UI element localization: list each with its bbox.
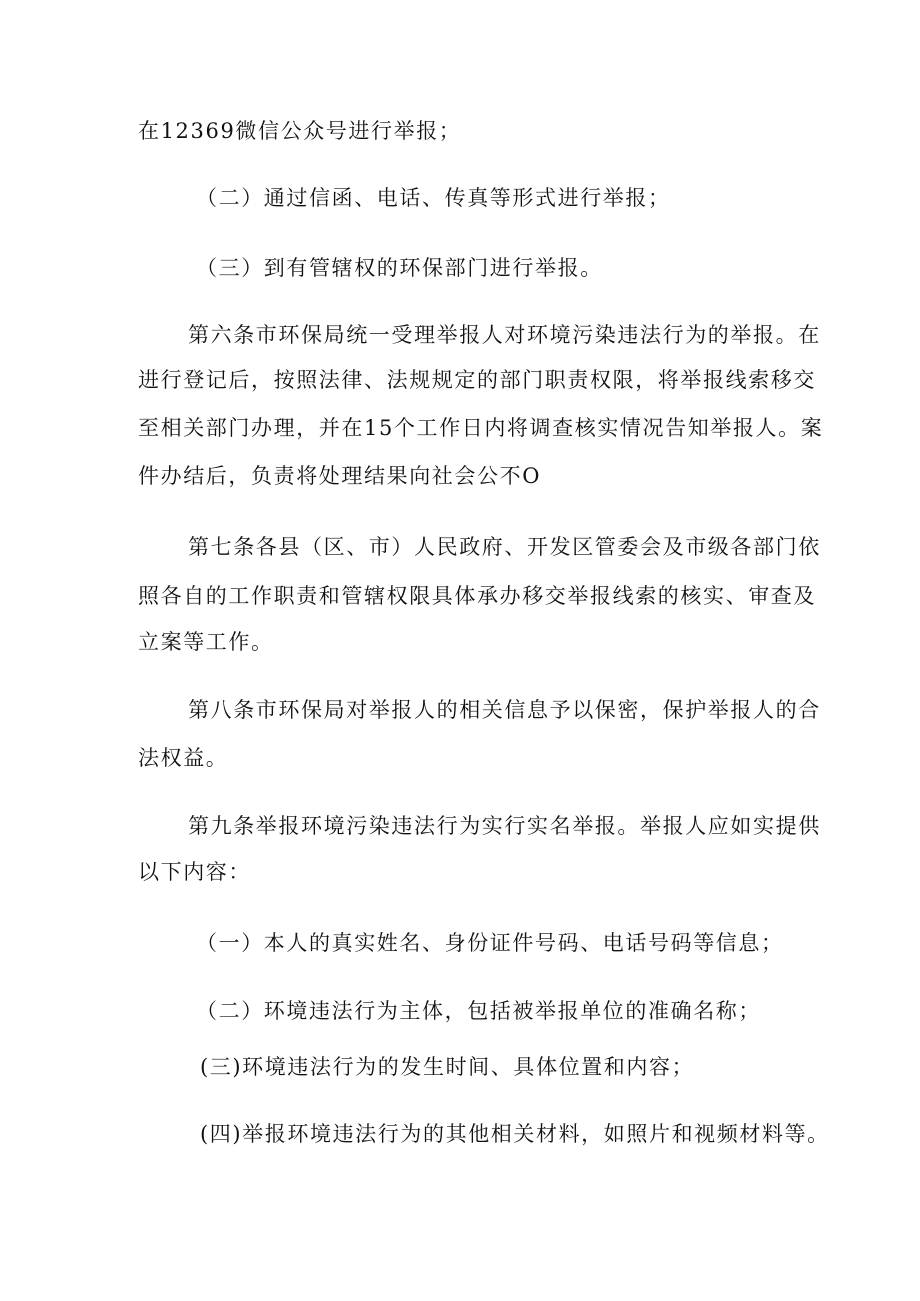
text-line: 第七条各县（区、市）人民政府、开发区管委会及市级各部门依 [188, 535, 821, 559]
text-line: （二）环境违法行为主体，包括被举报单位的准确名称； [196, 999, 761, 1023]
text-line: （二）通过信函、电话、传真等形式进行举报； [196, 186, 671, 210]
text-line: (三)环境违法行为的发生时间、具体位置和内容； [200, 1055, 695, 1079]
text-line: 在12369微信公众号进行举报； [138, 119, 462, 143]
text-line: 法权益。 [138, 746, 229, 770]
text-line: （三）到有管辖权的环保部门进行举报。 [196, 256, 603, 280]
text-line: 第八条市环保局对举报人的相关信息予以保密，保护举报人的合 [188, 698, 821, 722]
text-line: 第六条市环保局统一受理举报人对环境污染违法行为的举报。在 [188, 323, 821, 347]
text-line: 立案等工作。 [138, 630, 274, 654]
text-line: 件办结后，负责将处理结果向社会公不O [138, 464, 542, 488]
text-line: （一）本人的真实姓名、身份证件号码、电话号码等信息； [196, 931, 784, 955]
text-line: 以下内容： [138, 860, 251, 884]
text-line: 照各自的工作职责和管辖权限具体承办移交举报线索的核实、审查及 [138, 584, 816, 608]
text-line: 至相关部门办理，并在15个工作日内将调查核实情况告知举报人。案 [138, 416, 824, 440]
text-line: (四)举报环境违法行为的其他相关材料，如照片和视频材料等。 [200, 1122, 830, 1146]
text-line: 进行登记后，按照法律、法规规定的部门职责权限，将举报线索移交 [138, 368, 816, 392]
text-line: 第九条举报环境污染违法行为实行实名举报。举报人应如实提供 [188, 814, 821, 838]
